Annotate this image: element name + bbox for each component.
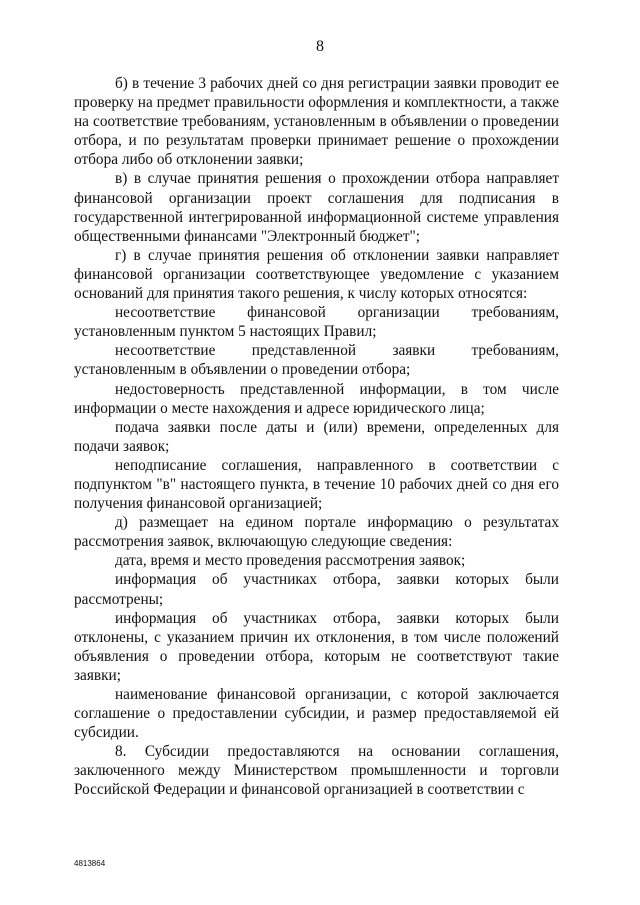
- paragraph-b-check-application: б) в течение 3 рабочих дней со дня регистрации заявки проводит ее проверку на предмет правильности оформления и комплектности, а также на соответствие требованиям, установленным в объявлении о проведении отбора, и по результатам проверки принимает решение о прохождении отбора либо об отклонении заявки;: [74, 75, 559, 169]
- paragraph-info-considered: информация об участниках отбора, заявки которых были рассмотрены;: [74, 571, 559, 608]
- document-code: 4813864: [74, 859, 106, 868]
- paragraph-reason-requirements: несоответствие финансовой организации требованиям, установленным пунктом 5 настоящих Правил;: [74, 304, 559, 341]
- paragraph-reason-announcement: несоответствие представленной заявки требованиям, установленным в объявлении о проведении отбора;: [74, 342, 559, 379]
- paragraph-info-date-place: дата, время и место проведения рассмотрения заявок;: [115, 552, 466, 570]
- paragraph-reason-late-submission: подача заявки после даты и (или) времени, определенных для подачи заявок;: [74, 418, 559, 455]
- paragraph-d-publish-results: д) размещает на едином портале информацию о результатах рассмотрения заявок, включающую следующие сведения:: [74, 514, 559, 551]
- paragraph-info-organization: наименование финансовой организации, с которой заключается соглашение о предоставлении субсидии, и размер предоставляемой ей субсидии.: [74, 686, 559, 742]
- paragraph-reason-inaccuracy: недостоверность представленной информации, в том числе информации о месте нахождения и адресе юридического лица;: [74, 380, 559, 417]
- paragraph-v-send-agreement: в) в случае принятия решения о прохождении отбора направляет финансовой организации проект соглашения для подписания в государственной интегрированной информационной системе управления общественными финансами "Электронный бюджет";: [74, 170, 559, 245]
- paragraph-g-rejection-notice: г) в случае принятия решения об отклонении заявки направляет финансовой организации соответствующее уведомление с указанием оснований для принятия такого решения, к числу которых относятся:: [74, 246, 559, 303]
- page-number: 8: [316, 38, 324, 55]
- paragraph-reason-unsigned: неподписание соглашения, направленного в соответствии с подпунктом "в" настоящего пункта, в течение 10 рабочих дней со дня его получения финансовой организацией;: [74, 456, 559, 513]
- paragraph-info-rejected: информация об участниках отбора, заявки которых были отклонены, с указанием причин их отклонения, в том числе положений объявления о проведении отбора, которым не соответствуют такие заявки;: [74, 609, 559, 684]
- paragraph-8-subsidies: 8. Субсидии предоставляются на основании соглашения, заключенного между Министерством промышленности и торговли Российской Федерации и финансовой организацией в соответствии с: [74, 743, 559, 799]
- document-body: [74, 74, 559, 800]
